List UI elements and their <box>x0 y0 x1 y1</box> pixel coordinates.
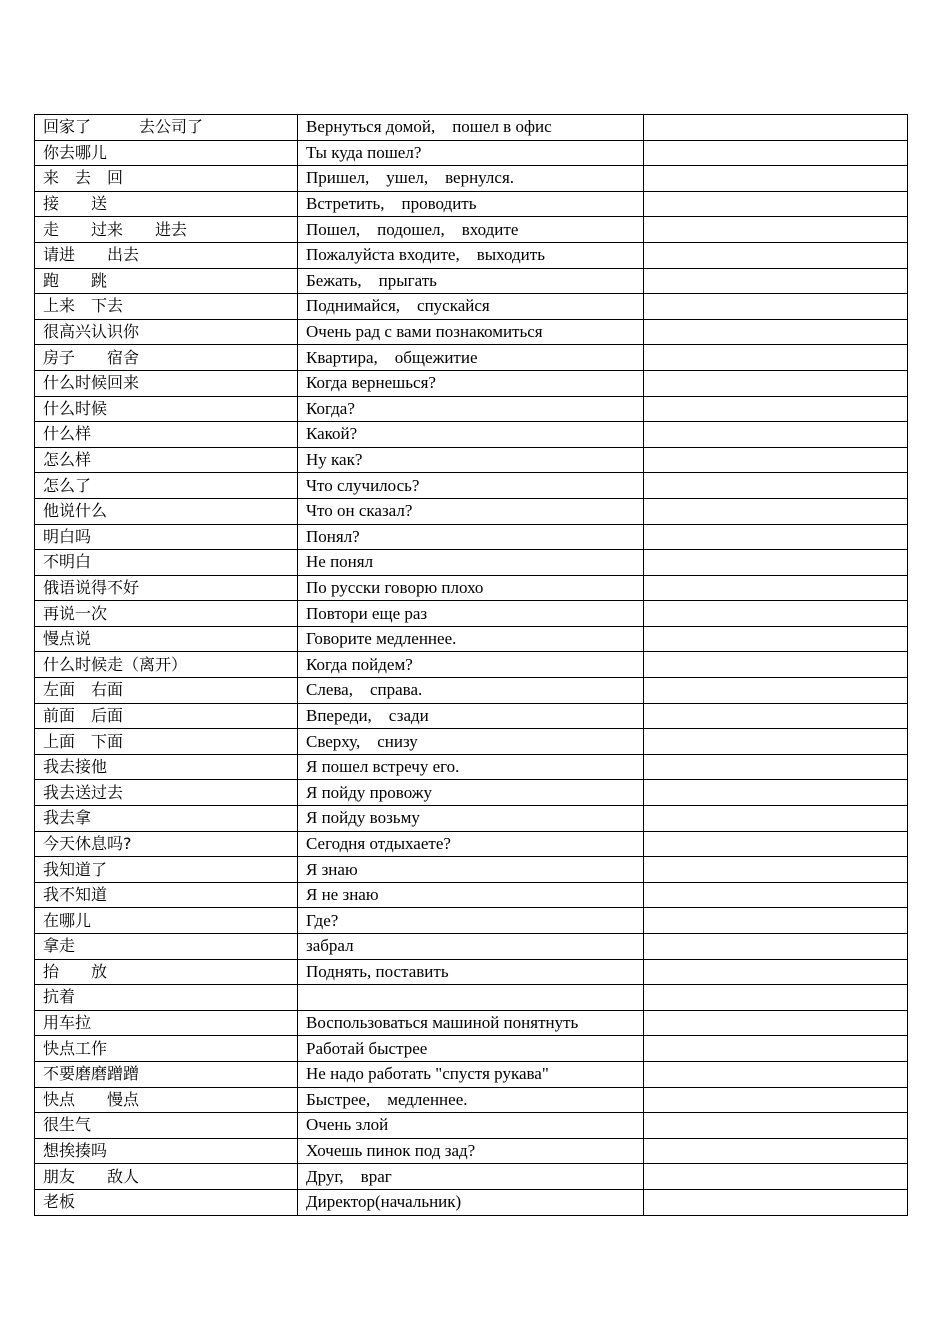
empty-note-cell <box>644 268 908 294</box>
chinese-cell: 怎么了 <box>35 473 298 499</box>
russian-cell: Что он сказал? <box>298 498 644 524</box>
chinese-cell: 请进 出去 <box>35 242 298 268</box>
chinese-cell: 来 去 回 <box>35 166 298 192</box>
table-row <box>35 575 908 601</box>
empty-note-cell <box>644 473 908 499</box>
table-row <box>35 319 908 345</box>
chinese-cell: 我去送过去 <box>35 780 298 806</box>
empty-note-cell <box>644 115 908 141</box>
russian-cell: Пожалуйста входите, выходить <box>298 242 644 268</box>
table-row <box>35 959 908 985</box>
chinese-cell: 上来 下去 <box>35 294 298 320</box>
table-row <box>35 857 908 883</box>
russian-cell: Повтори еще раз <box>298 601 644 627</box>
empty-note-cell <box>644 1189 908 1215</box>
table-row <box>35 1061 908 1087</box>
empty-note-cell <box>644 652 908 678</box>
table-row <box>35 268 908 294</box>
chinese-cell: 他说什么 <box>35 498 298 524</box>
chinese-cell: 想挨揍吗 <box>35 1138 298 1164</box>
table-row <box>35 626 908 652</box>
russian-cell: Не понял <box>298 550 644 576</box>
empty-note-cell <box>644 1061 908 1087</box>
chinese-cell: 走 过来 进去 <box>35 217 298 243</box>
russian-cell: Когда? <box>298 396 644 422</box>
table-row <box>35 498 908 524</box>
empty-note-cell <box>644 242 908 268</box>
russian-cell: Друг, враг <box>298 1164 644 1190</box>
chinese-cell: 怎么样 <box>35 447 298 473</box>
empty-note-cell <box>644 217 908 243</box>
russian-cell: Быстрее, медленнее. <box>298 1087 644 1113</box>
russian-cell: По русски говорю плохо <box>298 575 644 601</box>
russian-cell <box>298 985 644 1011</box>
table-row <box>35 166 908 192</box>
empty-note-cell <box>644 857 908 883</box>
russian-cell: Понял? <box>298 524 644 550</box>
russian-cell: Сверху, снизу <box>298 729 644 755</box>
empty-note-cell <box>644 1113 908 1139</box>
chinese-cell: 俄语说得不好 <box>35 575 298 601</box>
empty-note-cell <box>644 882 908 908</box>
chinese-cell: 左面 右面 <box>35 678 298 704</box>
russian-cell: Ну как? <box>298 447 644 473</box>
russian-cell: Сегодня отдыхаете? <box>298 831 644 857</box>
empty-note-cell <box>644 1138 908 1164</box>
table-row <box>35 831 908 857</box>
chinese-cell: 朋友 敌人 <box>35 1164 298 1190</box>
table-row <box>35 1087 908 1113</box>
empty-note-cell <box>644 294 908 320</box>
table-row <box>35 396 908 422</box>
russian-cell: Не надо работать "спустя рукава" <box>298 1061 644 1087</box>
chinese-cell: 慢点说 <box>35 626 298 652</box>
chinese-cell: 接 送 <box>35 191 298 217</box>
empty-note-cell <box>644 447 908 473</box>
russian-cell: Я пойду возьму <box>298 806 644 832</box>
chinese-cell: 房子 宿舍 <box>35 345 298 371</box>
chinese-cell: 什么时候回来 <box>35 370 298 396</box>
chinese-cell: 不要磨磨蹭蹭 <box>35 1061 298 1087</box>
russian-cell: Пришел, ушел, вернулся. <box>298 166 644 192</box>
chinese-cell: 我不知道 <box>35 882 298 908</box>
table-row <box>35 524 908 550</box>
russian-cell: Директор(начальник) <box>298 1189 644 1215</box>
table-row <box>35 601 908 627</box>
table-row <box>35 678 908 704</box>
russian-cell: Я пойду провожу <box>298 780 644 806</box>
empty-note-cell <box>644 934 908 960</box>
chinese-cell: 前面 后面 <box>35 703 298 729</box>
chinese-cell: 快点工作 <box>35 1036 298 1062</box>
russian-cell: Хочешь пинок под зад? <box>298 1138 644 1164</box>
table-row <box>35 985 908 1011</box>
table-row <box>35 1138 908 1164</box>
chinese-cell: 什么时候 <box>35 396 298 422</box>
chinese-cell: 我去接他 <box>35 754 298 780</box>
chinese-cell: 回家了 去公司了 <box>35 115 298 141</box>
empty-note-cell <box>644 985 908 1011</box>
chinese-cell: 我去拿 <box>35 806 298 832</box>
empty-note-cell <box>644 550 908 576</box>
chinese-cell: 今天休息吗? <box>35 831 298 857</box>
russian-cell: Где? <box>298 908 644 934</box>
russian-cell: Поднять, поставить <box>298 959 644 985</box>
russian-cell: Слева, справа. <box>298 678 644 704</box>
table-row <box>35 729 908 755</box>
table-row <box>35 882 908 908</box>
russian-cell: Ты куда пошел? <box>298 140 644 166</box>
chinese-cell: 老板 <box>35 1189 298 1215</box>
empty-note-cell <box>644 831 908 857</box>
russian-cell: Воспользоваться машиной понятнуть <box>298 1010 644 1036</box>
phrasebook-table-body <box>35 115 908 1216</box>
table-row <box>35 754 908 780</box>
empty-note-cell <box>644 370 908 396</box>
russian-cell: Поднимайся, спускайся <box>298 294 644 320</box>
chinese-cell: 我知道了 <box>35 857 298 883</box>
table-row <box>35 191 908 217</box>
empty-note-cell <box>644 524 908 550</box>
table-row <box>35 703 908 729</box>
phrasebook-table <box>34 114 908 1216</box>
empty-note-cell <box>644 1010 908 1036</box>
russian-cell: Когда вернешься? <box>298 370 644 396</box>
empty-note-cell <box>644 319 908 345</box>
empty-note-cell <box>644 1164 908 1190</box>
table-row <box>35 1189 908 1215</box>
chinese-cell: 用车拉 <box>35 1010 298 1036</box>
empty-note-cell <box>644 754 908 780</box>
chinese-cell: 在哪儿 <box>35 908 298 934</box>
empty-note-cell <box>644 1036 908 1062</box>
empty-note-cell <box>644 396 908 422</box>
russian-cell: Встретить, проводить <box>298 191 644 217</box>
chinese-cell: 不明白 <box>35 550 298 576</box>
empty-note-cell <box>644 345 908 371</box>
table-row <box>35 473 908 499</box>
empty-note-cell <box>644 601 908 627</box>
chinese-cell: 快点 慢点 <box>35 1087 298 1113</box>
russian-cell: Очень рад с вами познакомиться <box>298 319 644 345</box>
chinese-cell: 什么样 <box>35 422 298 448</box>
russian-cell: Что случилось? <box>298 473 644 499</box>
empty-note-cell <box>644 626 908 652</box>
empty-note-cell <box>644 806 908 832</box>
chinese-cell: 很高兴认识你 <box>35 319 298 345</box>
table-row <box>35 1010 908 1036</box>
russian-cell: Какой? <box>298 422 644 448</box>
empty-note-cell <box>644 191 908 217</box>
chinese-cell: 拿走 <box>35 934 298 960</box>
russian-cell: Квартира, общежитие <box>298 345 644 371</box>
table-row <box>35 345 908 371</box>
table-row <box>35 370 908 396</box>
table-row <box>35 934 908 960</box>
chinese-cell: 你去哪儿 <box>35 140 298 166</box>
table-row <box>35 115 908 141</box>
empty-note-cell <box>644 140 908 166</box>
russian-cell: Очень злой <box>298 1113 644 1139</box>
table-row <box>35 1164 908 1190</box>
russian-cell: Впереди, сзади <box>298 703 644 729</box>
table-row <box>35 294 908 320</box>
empty-note-cell <box>644 422 908 448</box>
russian-cell: забрал <box>298 934 644 960</box>
table-row <box>35 1113 908 1139</box>
russian-cell: Работай быстрее <box>298 1036 644 1062</box>
empty-note-cell <box>644 908 908 934</box>
table-row <box>35 447 908 473</box>
russian-cell: Говорите медленнее. <box>298 626 644 652</box>
russian-cell: Бежать, прыгать <box>298 268 644 294</box>
table-row <box>35 242 908 268</box>
empty-note-cell <box>644 780 908 806</box>
table-row <box>35 780 908 806</box>
table-row <box>35 652 908 678</box>
empty-note-cell <box>644 678 908 704</box>
russian-cell: Я пошел встречу его. <box>298 754 644 780</box>
table-row <box>35 217 908 243</box>
chinese-cell: 什么时候走（离开） <box>35 652 298 678</box>
empty-note-cell <box>644 729 908 755</box>
table-row <box>35 550 908 576</box>
empty-note-cell <box>644 575 908 601</box>
chinese-cell: 上面 下面 <box>35 729 298 755</box>
russian-cell: Пошел, подошел, входите <box>298 217 644 243</box>
empty-note-cell <box>644 166 908 192</box>
empty-note-cell <box>644 959 908 985</box>
table-row <box>35 1036 908 1062</box>
chinese-cell: 很生气 <box>35 1113 298 1139</box>
table-row <box>35 806 908 832</box>
empty-note-cell <box>644 498 908 524</box>
chinese-cell: 跑 跳 <box>35 268 298 294</box>
chinese-cell: 抗着 <box>35 985 298 1011</box>
table-row <box>35 422 908 448</box>
russian-cell: Когда пойдем? <box>298 652 644 678</box>
table-row <box>35 140 908 166</box>
chinese-cell: 再说一次 <box>35 601 298 627</box>
empty-note-cell <box>644 703 908 729</box>
russian-cell: Вернуться домой, пошел в офис <box>298 115 644 141</box>
empty-note-cell <box>644 1087 908 1113</box>
chinese-cell: 明白吗 <box>35 524 298 550</box>
russian-cell: Я знаю <box>298 857 644 883</box>
table-row <box>35 908 908 934</box>
chinese-cell: 抬 放 <box>35 959 298 985</box>
russian-cell: Я не знаю <box>298 882 644 908</box>
